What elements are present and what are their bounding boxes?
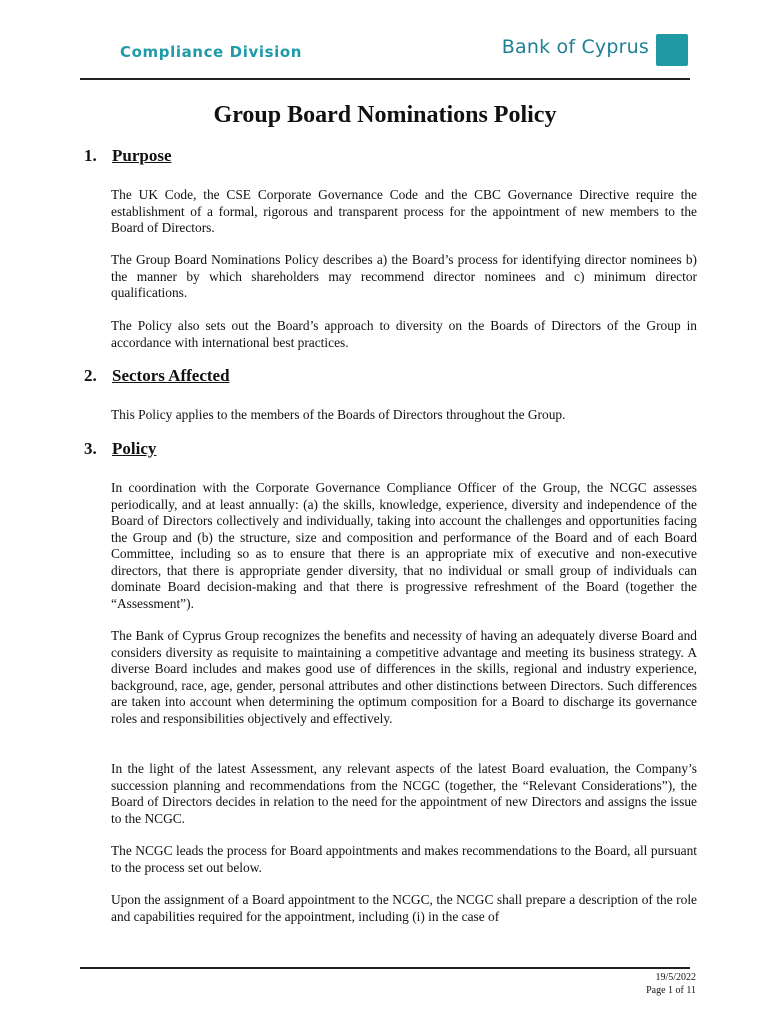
paragraph: The Bank of Cyprus Group recognizes the benefits and necessity of having an adequately diverse Board and considers diversity as requisite to maintaining a competitive advantage and meeting its business strategy. A diverse Board includes and makes good use of differences in the skills, regional and industry experience, background, race, age, gender, personal attributes and other distinctions between Directors. Such differences are taken into account when determining the optimum composition for a Board to discharge its governance roles and responsibilities objectively and effectively.	[111, 628, 697, 726]
section-number: 3.	[84, 439, 97, 458]
paragraph: The Policy also sets out the Board’s approach to diversity on the Boards of Directors of the Group in accordance with international best practices.	[111, 318, 697, 350]
section-title: Sectors Affected	[112, 366, 230, 385]
section-title: Purpose	[112, 146, 172, 165]
section-title: Policy	[112, 439, 157, 458]
paragraph: The NCGC leads the process for Board appointments and makes recommendations to the Board, all pursuant to the process set out below.	[111, 843, 697, 875]
header-divider	[80, 78, 690, 80]
paragraph: Upon the assignment of a Board appointment to the NCGC, the NCGC shall prepare a description of the role and capabilities required for the appointment, including (i) in the case of	[111, 892, 697, 924]
paragraph: This Policy applies to the members of the Boards of Directors throughout the Group.	[111, 407, 566, 422]
bank-logo-icon	[656, 34, 688, 66]
section-heading-purpose	[84, 146, 172, 166]
section-number: 1.	[84, 146, 97, 165]
section-heading-sectors-affected	[84, 366, 230, 386]
division-label: Compliance Division	[120, 43, 303, 61]
page-header	[80, 30, 690, 80]
paragraph: The UK Code, the CSE Corporate Governance Code and the CBC Governance Directive require the establishment of a formal, rigorous and transparent process for the appointment of new members to the Board of Directors.	[111, 187, 697, 235]
page-number: Page 1 of 11	[646, 985, 696, 996]
paragraph: The Group Board Nominations Policy describes a) the Board’s process for identifying director nominees b) the manner by which shareholders may recommend director nominees and c) minimum director qualifications.	[111, 252, 697, 300]
footer-divider	[80, 967, 690, 969]
footer-date: 19/5/2022	[655, 972, 696, 983]
bank-wordmark: Bank of Cyprus	[501, 36, 649, 58]
paragraph: In coordination with the Corporate Governance Compliance Officer of the Group, the NCGC assesses periodically, and at least annually: (a) the skills, knowledge, experience, diversity and independence of the Board of Directors collectively and individually, taking into account the challenges and opportunities facing the Group and (b) the structure, size and composition and performance of the Board and of each Board Committee, including so as to ensure that there is an appropriate mix of executive and non-executive directors, that there is appropriate gender diversity, that no individual or small group of individuals can dominate Board decision-making and that there is progressive refreshment of the Board (together the “Assessment”).	[111, 480, 697, 611]
paragraph: In the light of the latest Assessment, any relevant aspects of the latest Board evaluation, the Company’s succession planning and recommendations from the NCGC (together, the “Relevant Considerations”), the Board of Directors decides in relation to the need for the appointment of new Directors and assigns the issue to the NCGC.	[111, 761, 697, 826]
section-heading-policy	[84, 439, 156, 459]
page-title: Group Board Nominations Policy	[213, 102, 557, 128]
section-number: 2.	[84, 366, 97, 385]
